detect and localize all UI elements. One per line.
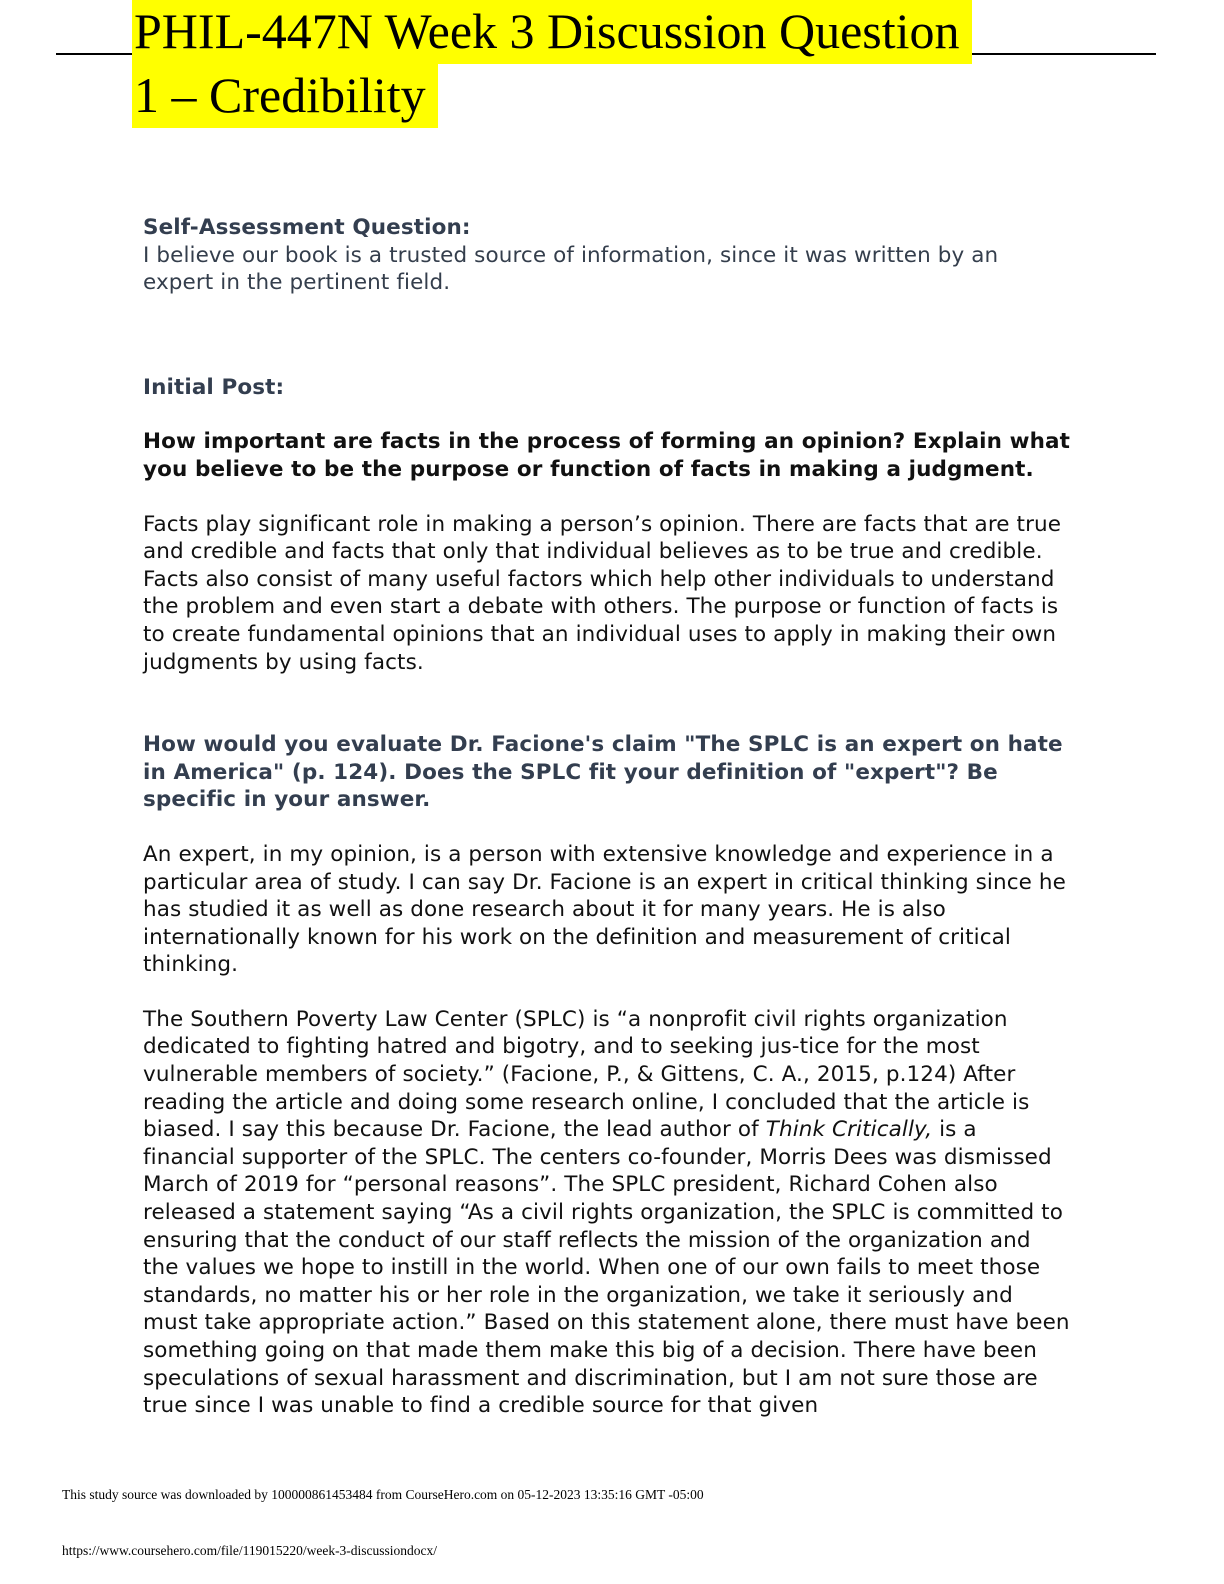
self-assessment-heading: Self-Assessment Question: [143,215,471,240]
document-body [143,214,1073,1420]
self-assessment-text: I believe our book is a trusted source of information, since it was written by an expert in the pertinent field. [143,242,999,296]
question-1-answer: Facts play significant role in making a person’s opinion. There are facts that are true and credible and facts that only that individual believes as to be true and credible. Facts also consist of many useful factors which help other individuals to understand the problem and even start a debate with others. The purpose or function of facts is to create fundamental opinions that an individual uses to apply in making their own judgments by using facts. [143,511,1062,675]
question-1-prompt: How important are facts in the process of forming an opinion? Explain what you believe to be the purpose or function of facts in making a judgment. [143,429,1070,482]
title-line-1: PHIL-447N Week 3 Discussion Question [132,0,972,64]
paragraph-2-text-end: is a financial supporter of the SPLC. The centers co-founder, Morris Dees was dismissed March of 2019 for “personal reasons”. The SPLC president, Richard Cohen also released a statement saying “As a civil rights organization, the SPLC is committed to ensuring that the conduct of our staff reflects the mission of the organization and the values we hope to instill in the world. When one of our own fails to meet those standards, no matter his or her role in the organization, we take it seriously and must take appropriate action.” Based on this statement alone, there must have been something going on that made them make this big of a decision. There have been speculations of sexual harassment and discrimination, but I am not sure those are true since I was unable to find a credible source for that given [143,1117,1070,1419]
download-notice: This study source was downloaded by 100000861453484 from CourseHero.com on 05-12-2023 13:35:16 GMT -05:00 [62,1487,704,1502]
book-title: Think Critically, [765,1117,933,1143]
question-2-prompt: How would you evaluate Dr. Facione's claim "The SPLC is an expert on hate in America" (p. 124). Does the SPLC fit your definition of "expert"? Be specific in your answer. [143,732,1063,813]
question-2-answer-paragraph-1: An expert, in my opinion, is a person with extensive knowledge and experience in a particular area of study. I can say Dr. Facione is an expert in critical thinking since he has studied it as well as done research about it for many years. He is also internationally known for his work on the definition and measurement of critical thinking. [143,841,1066,978]
document-title [132,0,972,128]
source-url[interactable]: https://www.coursehero.com/file/119015220/week-3-discussiondocx/ [62,1543,438,1558]
question-2-answer-paragraph-2 [143,1006,1073,1420]
title-line-2: 1 – Credibility [132,64,438,128]
initial-post-heading: Initial Post: [143,374,285,400]
paragraph-2-text-start: The Southern Poverty Law Center (SPLC) is “a nonprofit civil rights organization dedicated to fighting hatred and bigotry, and to seeking jus-tice for the most vulnerable members of society.” (Facione, P., & Gittens, C. A., 2015, p.124) After reading the article and doing some research online, I concluded that the article is biased. I say this because Dr. Facione, the lead author of [143,1006,1030,1143]
